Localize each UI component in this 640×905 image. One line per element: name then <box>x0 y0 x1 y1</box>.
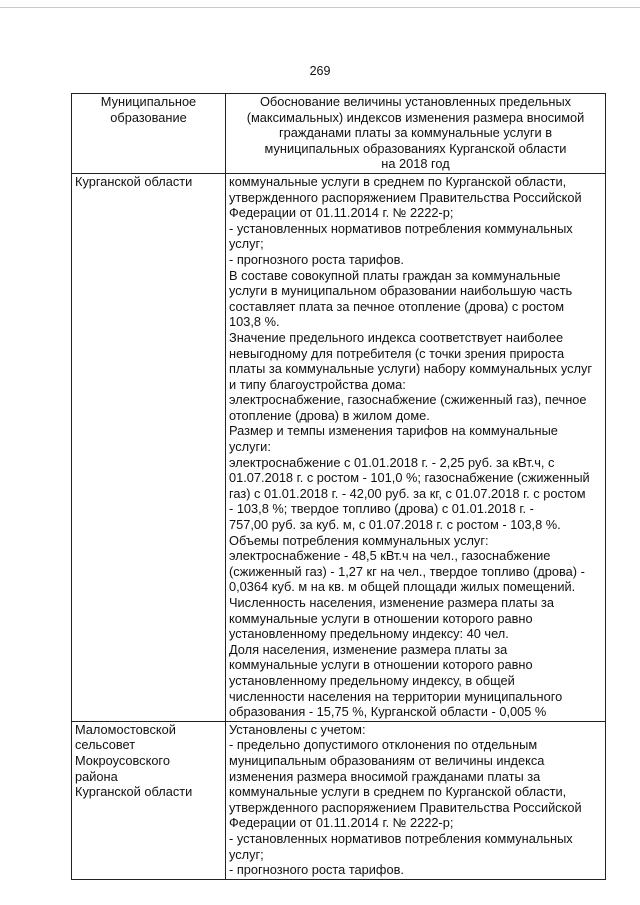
text-line: отопление (дрова) в жилом доме. <box>229 407 430 423</box>
text-line: газ) с 01.01.2018 г. - 42,00 руб. за кг, с 01.07.2018 г. с ростом <box>229 485 586 501</box>
header-municipality <box>72 94 226 174</box>
text-line: и типу благоустройства дома: <box>229 376 406 392</box>
text-line: 01.07.2018 г. с ростом - 101,0 %; газоснабжение (сжиженный <box>229 470 590 486</box>
text-line: 757,00 руб. за куб. м, с 01.07.2018 г. с ростом - 103,8 %. <box>229 517 561 533</box>
text-line: установленному предельному индексу, в общей <box>229 672 515 688</box>
scan-edge-line <box>0 7 640 8</box>
text-line: коммунальные услуги в отношении которого равно <box>229 657 533 673</box>
text-line: образование <box>110 109 187 125</box>
text-line: услуг; <box>229 846 264 862</box>
text-line: на 2018 год <box>381 156 450 172</box>
text-line: невыгодному для потребителя (с точки зрения прироста <box>229 345 565 361</box>
text-line: Федерации от 01.11.2014 г. № 2222-р; <box>229 815 454 831</box>
text-line: электроснабжение, газоснабжение (сжиженный газ), печное <box>229 392 587 408</box>
table-row <box>72 721 606 879</box>
text-line: электроснабжение - 48,5 кВт.ч на чел., газоснабжение <box>229 548 551 564</box>
text-line: - прогнозного роста тарифов. <box>229 862 404 878</box>
text-line: коммунальные услуги в среднем по Курганской области, <box>229 173 567 189</box>
text-line: - 103,8 %; твердое топливо (дрова) с 01.01.2018 г. - <box>229 501 534 517</box>
text-line: 0,0364 куб. м на кв. м общей площади жилых помещений. <box>229 579 576 595</box>
justification-table <box>71 93 606 880</box>
text-line: Мокроусовского <box>75 752 170 768</box>
text-line: услуг; <box>229 236 264 252</box>
text-line: составляет плата за печное отопление (дрова) с ростом <box>229 298 565 314</box>
text-line: утвержденного распоряжением Правительства Российской <box>229 799 582 815</box>
text-line: Курганской области <box>75 173 193 189</box>
text-line: коммунальные услуги в среднем по Курганской области, <box>229 784 567 800</box>
text-line: (максимальных) индексов изменения размера вносимой <box>246 109 585 125</box>
text-line: - установленных нормативов потребления коммунальных <box>229 830 573 846</box>
text-line: В составе совокупной платы граждан за коммунальные <box>229 267 561 283</box>
text-line: электроснабжение с 01.01.2018 г. - 2,25 руб. за кВт.ч, с <box>229 454 555 470</box>
text-line: района <box>75 768 118 784</box>
justification-cell <box>226 721 606 879</box>
text-line: (сжиженный газ) - 1,27 кг на чел., твердое топливо (дрова) - <box>229 563 585 579</box>
text-line: Установлены с учетом: <box>229 721 366 737</box>
text-line: Обоснование величины установленных предельных <box>259 94 572 109</box>
text-line: установленному предельному индексу: 40 чел. <box>229 626 509 642</box>
text-line: коммунальные услуги в отношении которого равно <box>229 610 533 626</box>
text-line: изменения размера вносимой гражданами платы за <box>229 768 541 784</box>
header-justification <box>226 94 606 174</box>
text-line: - предельно допустимого отклонения по отдельным <box>229 737 538 753</box>
text-line: услуги в муниципальном образовании наибольшую часть <box>229 283 573 299</box>
text-line: Муниципальное <box>100 94 197 109</box>
page-number: 269 <box>309 64 331 78</box>
text-line: Маломостовской <box>75 721 176 737</box>
table-header-row <box>72 94 606 174</box>
text-line: Доля населения, изменение размера платы за <box>229 641 508 657</box>
text-line: Объемы потребления коммунальных услуг: <box>229 532 489 548</box>
text-line: Значение предельного индекса соответствует наиболее <box>229 329 564 345</box>
text-line: муниципальных образованиях Курганской области <box>264 140 567 156</box>
text-line: Размер и темпы изменения тарифов на коммунальные <box>229 423 558 439</box>
municipality-cell <box>72 173 226 721</box>
text-line: образования - 15,75 %, Курганской области - 0,005 % <box>229 704 547 720</box>
text-line: услуги: <box>229 439 271 455</box>
text-line: муниципальным образованиям от величины индекса <box>229 752 545 768</box>
justification-cell <box>226 173 606 721</box>
text-line: - установленных нормативов потребления коммунальных <box>229 220 573 236</box>
table-row <box>72 173 606 721</box>
text-line: численности населения на территории муниципального <box>229 688 563 704</box>
text-line: платы за коммунальные услуги) набору коммунальных услуг <box>229 361 593 377</box>
text-line: гражданами платы за коммунальные услуги в <box>278 125 553 141</box>
municipality-cell <box>72 721 226 879</box>
text-line: - прогнозного роста тарифов. <box>229 251 404 267</box>
text-line: Федерации от 01.11.2014 г. № 2222-р; <box>229 205 454 221</box>
text-line: 103,8 %. <box>229 314 280 330</box>
text-line: сельсовет <box>75 737 136 753</box>
text-line: утвержденного распоряжением Правительства Российской <box>229 189 582 205</box>
text-line: Курганской области <box>75 784 193 800</box>
text-line: Численность населения, изменение размера платы за <box>229 595 555 610</box>
